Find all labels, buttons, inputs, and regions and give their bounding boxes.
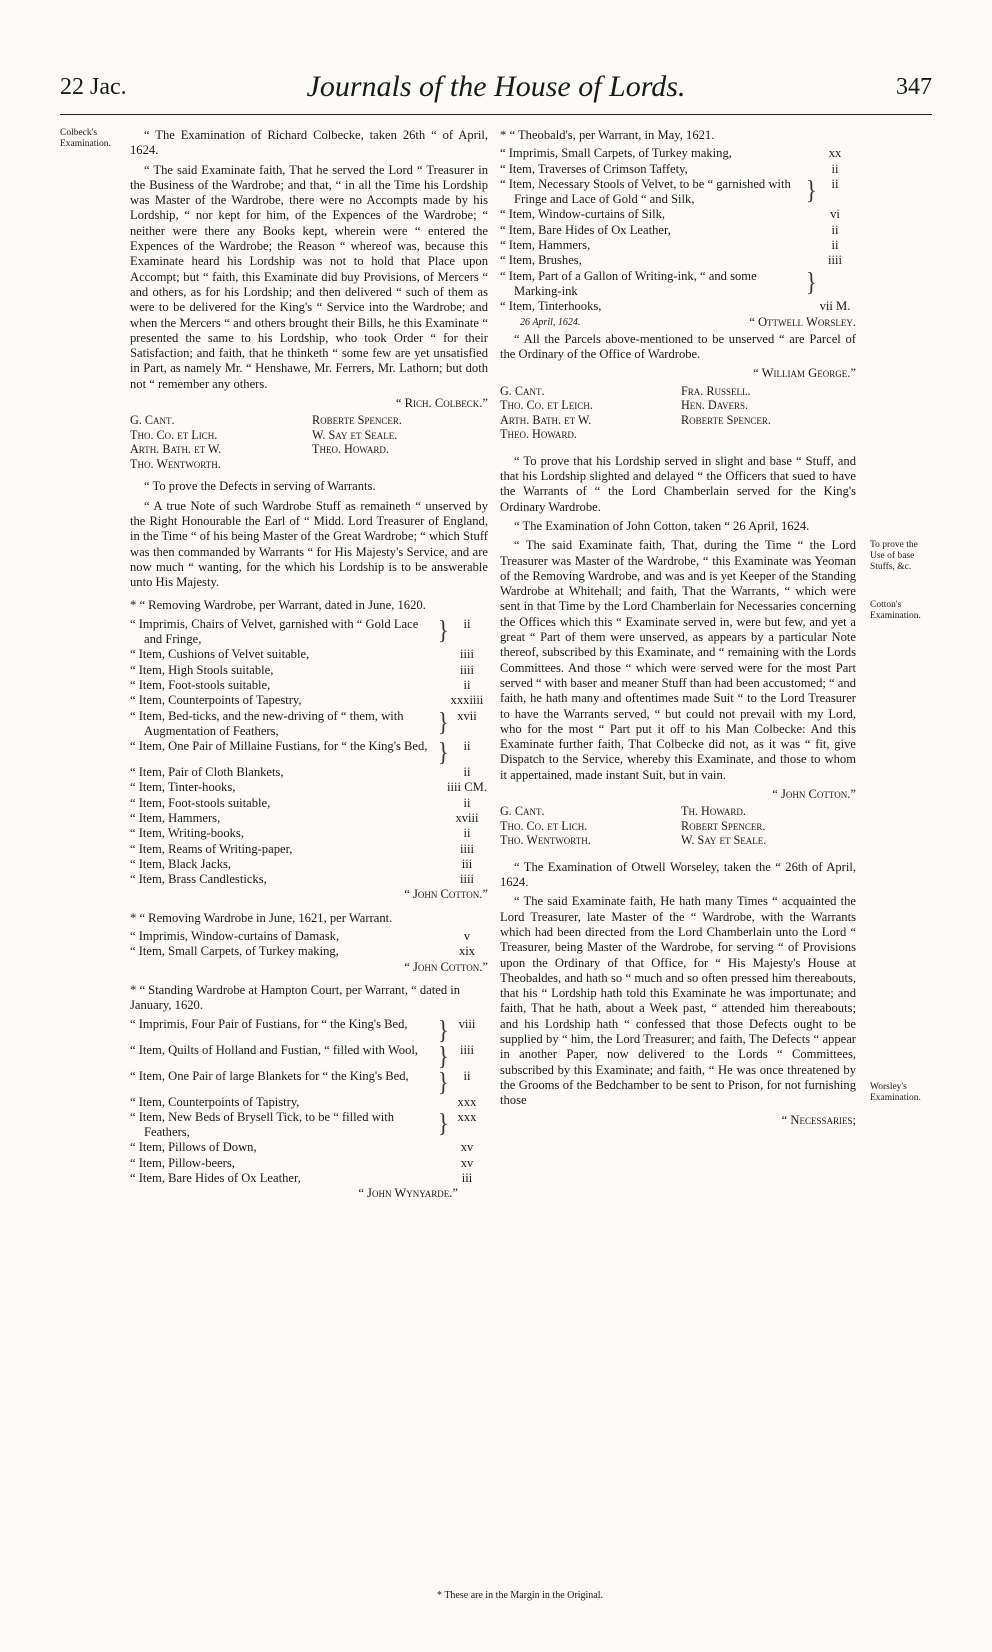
signer: W. Say et Seale. — [312, 427, 398, 442]
margin-note-worsley: Worsley's Examination. — [870, 1082, 921, 1103]
list-item-text: “ Item, Cushions of Velvet suitable, — [130, 647, 310, 662]
list-item-text: “ Item, Pillows of Down, — [130, 1140, 257, 1155]
list-item-text: “ Item, One Pair of Millaine Fustians, for “ the King's Bed, — [130, 739, 428, 754]
list-item-quantity: xix — [458, 944, 476, 959]
list-item-quantity: xvii — [457, 708, 477, 723]
list-item-text: “ Item, Pair of Cloth Blankets, — [130, 765, 284, 780]
list-item — [500, 207, 856, 222]
list-item — [500, 266, 856, 300]
list4-heading: * “ Theobald's, per Warrant, in May, 1621. — [500, 128, 715, 142]
signer: G. Cant. — [130, 413, 175, 428]
list-item — [130, 765, 488, 780]
page-number: 347 — [896, 74, 932, 100]
list-item-text: “ Item, Traverses of Crimson Taffety, — [500, 161, 688, 176]
signer: Tho. Co. et Lich. — [130, 427, 218, 442]
list-item-quantity: iiii — [828, 253, 842, 268]
list-item-text: “ Item, Window-curtains of Silk, — [500, 207, 666, 222]
brace-mark: } — [438, 705, 449, 736]
list-item-text: “ Imprimis, Chairs of Velvet, garnished with “ Gold Lace and Fringe, — [130, 616, 419, 647]
worsley-exam-body: “ The said Examinate faith, He hath many Times “ acquainted the Lord Treasurer, late Master of the “ Wardrobe, with the Warrants which had been directed from the Lord Chamberlain unto the Lord “ Treasurer, being Master of the Wardrobe, for serving “ of Provisions upon the Ordinary of that Office, for “ His Majesty's House at Theobaldes, and hath so “ much and so often pressed him thereabouts, that his “ Lordship hath told this Examinate he was importunate; and faith, That he hath, about a Week past, “ attended him thereabouts; and his Lordship hath “ confessed that those Defects ought to be supplied by “ him, the Lord Treasurer; and faith, The Defects “ appear in another Paper, now delivered to the Lords “ Committees, subscribed by this Examinate; and faith, “ He was once threatened by the Grooms of the Bedchamber to be sent to Prison, for not furnishing those — [500, 894, 856, 1108]
signers-block-2 — [500, 384, 856, 442]
list-item-quantity: xv — [460, 1140, 474, 1155]
brace-mark: } — [438, 1013, 449, 1044]
list2 — [130, 929, 488, 960]
list-item-text: “ Item, Tinterhooks, — [500, 299, 602, 314]
list1 — [130, 614, 488, 888]
list-item-quantity: ii — [831, 176, 839, 191]
margin-note-prove-use: To prove the Use of base Stuffs, &c. — [870, 540, 918, 572]
list-item-text: “ Item, Part of a Gallon of Writing-ink, “ and some Marking-ink — [500, 268, 757, 298]
list-item — [130, 663, 488, 678]
list-item-text: “ Item, Brass Candlesticks, — [130, 872, 267, 887]
signature-worsley — [500, 315, 856, 330]
signer: Tho. Co. et Lich. — [500, 818, 588, 833]
list-item-quantity: ii — [463, 677, 471, 692]
list-item-text: “ Item, Writing-books, — [130, 826, 244, 841]
list-item-text: “ Item, Bare Hides of Ox Leather, — [500, 222, 671, 237]
catchword: “ Necessaries; — [781, 1112, 856, 1127]
list-item-text: “ Item, Foot-stools suitable, — [130, 677, 271, 692]
list-item — [130, 811, 488, 826]
signer: G. Cant. — [500, 804, 545, 819]
list-item-quantity: viii — [458, 1016, 476, 1031]
signers-block-1 — [130, 413, 488, 471]
list-item — [130, 1039, 488, 1070]
list-item-text: “ Item, Foot-stools suitable, — [130, 795, 271, 810]
list-item-text: “ Imprimis, Four Pair of Fustians, for “ the King's Bed, — [130, 1016, 408, 1031]
page-header — [60, 70, 932, 115]
list-item-quantity: xxxiiii — [450, 693, 484, 708]
list-item-quantity: xviii — [455, 810, 479, 825]
list-item-text: “ Item, Hammers, — [130, 810, 221, 825]
list-item — [130, 842, 488, 857]
header-regnal-year: 22 Jac. — [60, 74, 127, 100]
list-item — [130, 1065, 488, 1096]
list-item — [130, 1095, 488, 1110]
signer: Arth. Bath. et W. — [500, 412, 592, 427]
colbecke-exam-title: “ The Examination of Richard Colbecke, taken 26th “ of April, 1624. — [130, 128, 488, 158]
list-item-quantity: v — [463, 929, 471, 944]
list-item-quantity: ii — [831, 161, 839, 176]
list-item-quantity: ii — [463, 616, 471, 631]
list-item-quantity: ii — [831, 238, 839, 253]
list-item — [500, 146, 856, 161]
list-item-quantity: iiii — [460, 647, 474, 662]
signers-block-3 — [500, 804, 856, 848]
list-item-quantity: iiii — [460, 1042, 474, 1057]
list-item-text: “ Item, Reams of Writing-paper, — [130, 841, 293, 856]
list-item — [130, 614, 488, 648]
brace-mark: } — [438, 1065, 449, 1096]
list-item-quantity: iii — [461, 856, 473, 871]
list-item — [130, 736, 488, 767]
list-item-quantity: ii — [463, 795, 471, 810]
list-item-text: “ Item, High Stools suitable, — [130, 662, 274, 677]
signer: W. Say et Seale. — [681, 833, 767, 848]
list-item-text: “ Imprimis, Small Carpets, of Turkey making, — [500, 146, 732, 161]
signature-cotton-2: “ John Cotton.” — [404, 959, 488, 974]
list-item — [130, 944, 488, 959]
list-item — [130, 1171, 488, 1186]
signer: Theo. Howard. — [312, 442, 389, 457]
list-item — [500, 238, 856, 253]
list-item-text: “ Item, One Pair of large Blankets for “ the King's Bed, — [130, 1068, 409, 1083]
list-item — [130, 647, 488, 662]
list-item-text: “ Item, Hammers, — [500, 238, 591, 253]
cotton-exam-body: “ The said Examinate faith, That, during the Time “ the Lord Treasurer was Master of the Wardrobe, “ this Examinate was Yeoman of the Removing Wardrobe, and was and is yet Keeper of the Standing Wardrobe at Whitehall; and faith, That the Warrants, “ which were sent in that Time by the Lord Chamberlain for Necessaries concerning the Offices which this “ Examinate served in, were but few, and yet a great “ Part of them were unserved, as appears by a particular Note thereof, subscribed by this Examinate, and “ remaining with the Lords Committees. And those “ which were served were for the most Part served “ with baser and meaner Stuff than had been accustomed; “ and faith, he hath many and oftentimes made Suit “ to the Lord Treasurer to have the Warrants served, “ but could not prevail with my Lord, who for the most “ Part put it off to his Man Colbecke: And this Examinate further faith, That Colbecke did not, as it was “ fit, give Dispatch to the Service, whereby this Examinate, and those to whom it appertained, made instant Suit, but in vain. — [500, 538, 856, 782]
brace-mark: } — [438, 736, 449, 767]
list-item — [130, 1156, 488, 1171]
signer: Hen. Davers. — [681, 398, 749, 413]
signer: Tho. Wentworth. — [500, 833, 591, 848]
list-item-text: “ Item, Bed-ticks, and the new-driving of “ them, with Augmentation of Feathers, — [130, 708, 404, 738]
list-item-quantity: ii — [463, 826, 471, 841]
list3-heading: * “ Standing Wardrobe at Hampton Court, per Warrant, “ dated in January, 1620. — [130, 982, 461, 1013]
list-item — [500, 253, 856, 268]
footnote: * These are in the Margin in the Original. — [437, 1590, 603, 1601]
signer: Fra. Russell. — [681, 383, 751, 398]
list-item — [130, 796, 488, 811]
list-item-text: “ Item, Necessary Stools of Velvet, to be “ garnished with Fringe and Lace of Gold “ and Silk, — [500, 176, 791, 207]
true-note-paragraph: “ A true Note of such Wardrobe Stuff as remaineth “ unserved by the Right Honourable the Earl of “ Midd. Lord Treasurer of England, in the Time “ of his being Master of the Great Wardrobe; “ which Stuff was then commanded by Warrants “ for His Majesty's Service, and are now much “ wanting, for the which his Lordship is to be answerable unto His Majesty. — [130, 498, 488, 590]
list-item-quantity: iiii CM. — [447, 780, 487, 795]
list-item — [130, 857, 488, 872]
signer: Tho. Wentworth. — [130, 456, 221, 471]
colbecke-exam-body: “ The said Examinate faith, That he served the Lord “ Treasurer in the Business of the Wardrobe; and that, “ in all the Time his Lordship was Master of the Wardrobe, there were no Accompts made by his Lordship, “ nor kept for him, of the Expences of the Wardrobe; “ neither were there any Books kept, wherein were “ entered the Expences of the Wardrobe; the Reason “ whereof was, because this Examinate heard his Lordship was not to hold that Place upon Accompt; but “ faith, this Examinate did buy Provisions, of Mercers “ and others, as for his Lordship; and then delivered “ such of them as were to be delivered for the King's “ Service into the Wardrobe; and when the Mercers “ and others brought their Bills, he this Examinate “ presented the same to his Lordship, who took Order “ for their Satisfaction; and faith, that he thinketh “ some few are yet unsatisfied in Part, as namely Mr. “ Henshawe, Mr. Ferrers, Mr. Lathorn; but doth not “ remember any others. — [130, 162, 488, 391]
signer: Th. Howard. — [681, 804, 746, 819]
list-item-text: “ Item, Small Carpets, of Turkey making, — [130, 944, 339, 959]
list-item-text: “ Item, Black Jacks, — [130, 856, 232, 871]
list-item-quantity: ii — [831, 222, 839, 237]
signer: Roberte Spencer. — [312, 413, 402, 428]
signer: Robert Spencer. — [681, 818, 766, 833]
signature-george: “ William George.” — [753, 366, 856, 381]
signature-colbeck: “ Rich. Colbeck.” — [395, 396, 488, 411]
signer — [681, 427, 856, 442]
list1-heading: * “ Removing Wardrobe, per Warrant, dated in June, 1620. — [130, 598, 426, 613]
list-item-quantity: iii — [461, 1171, 473, 1186]
list-item — [130, 1140, 488, 1155]
signer: Tho. Co. et Leich. — [500, 398, 593, 413]
header-title: Journals of the House of Lords. — [306, 70, 686, 103]
list-item-quantity: xx — [828, 146, 842, 161]
list-item-text: “ Item, Counterpoints of Tapestry, — [130, 693, 302, 708]
list-item-text: “ Item, Pillow-beers, — [130, 1155, 235, 1170]
list-item — [130, 705, 488, 740]
list-item-quantity: xxx — [457, 1109, 477, 1124]
list-item — [130, 929, 488, 944]
signer — [312, 457, 488, 472]
list-item — [130, 826, 488, 841]
signer: Theo. Howard. — [500, 427, 577, 442]
list-item-quantity: iiii — [460, 841, 474, 856]
list4 — [500, 146, 856, 314]
signature-wynyarde: “ John Wynyarde.” — [358, 1186, 458, 1201]
brace-mark: } — [438, 614, 449, 645]
signer: Roberte Spencer. — [681, 412, 771, 427]
list-item-quantity: xv — [460, 1155, 474, 1170]
list-item-quantity: iiii — [460, 662, 474, 677]
list-item — [130, 678, 488, 693]
list-item-text: “ Item, Tinter-hooks, — [130, 780, 236, 795]
list-item-quantity: iiii — [460, 872, 474, 887]
list-item-text: “ Item, New Beds of Brysell Tick, to be “ filled with Feathers, — [130, 1109, 395, 1140]
prove-slight-paragraph: “ To prove that his Lordship served in slight and base “ Stuff, and that his Lordship slighted and delayed “ the Officers that sued to have the Warrants of “ the Lord Chamberlain served for the King's Ordinary Wardrobe. — [500, 453, 856, 514]
all-parcels-paragraph: “ All the Parcels above-mentioned to be unserved “ are Parcel of the Ordinary of the Office of Wardrobe. — [500, 331, 856, 362]
signer: Arth. Bath. et W. — [130, 442, 222, 457]
list3 — [130, 1013, 488, 1187]
list-item — [500, 162, 856, 177]
signature-cotton-3: “ John Cotton.” — [772, 786, 856, 801]
prove-defects-heading: “ To prove the Defects in serving of Warrants. — [144, 479, 376, 494]
brace-mark: } — [438, 1039, 449, 1070]
list-item — [130, 780, 488, 795]
list-item-quantity: xxx — [457, 1094, 477, 1109]
signature-date: 26 April, 1624. — [520, 316, 581, 328]
list-item-text: “ Item, Brushes, — [500, 253, 582, 268]
margin-note-cotton: Cotton's Examination. — [870, 600, 921, 621]
list-item-text: “ Item, Counterpoints of Tapistry, — [130, 1094, 300, 1109]
list-item — [500, 299, 856, 314]
list2-heading: * “ Removing Wardrobe in June, 1621, per Warrant. — [130, 910, 393, 925]
list-item — [500, 174, 856, 208]
list-item-quantity: vii M. — [819, 299, 851, 314]
margin-note-colbeck: Colbeck's Examination. — [60, 128, 111, 149]
worsley-exam-title: “ The Examination of Otwell Worseley, taken the “ 26th of April, 1624. — [500, 859, 856, 890]
list-item-text: “ Imprimis, Window-curtains of Damask, — [130, 929, 340, 944]
list-item-quantity: ii — [463, 739, 471, 754]
signature-worsley-name: “ Ottwell Worsley. — [749, 314, 856, 329]
list-item-quantity: vi — [830, 207, 840, 222]
list-item-text: “ Item, Quilts of Holland and Fustian, “ filled with Wool, — [130, 1042, 419, 1057]
list-item — [130, 872, 488, 887]
brace-mark: } — [806, 174, 817, 205]
list-item-text: “ Item, Bare Hides of Ox Leather, — [130, 1171, 301, 1186]
cotton-exam-title: “ The Examination of John Cotton, taken “ 26 April, 1624. — [514, 518, 810, 533]
list-item-quantity: ii — [463, 765, 471, 780]
right-column — [500, 128, 856, 1130]
signer: G. Cant. — [500, 383, 545, 398]
list-item-quantity: ii — [463, 1068, 471, 1083]
left-column — [130, 128, 488, 1204]
signature-cotton-1: “ John Cotton.” — [404, 887, 488, 902]
list-item — [130, 693, 488, 708]
brace-mark: } — [806, 266, 817, 297]
list-item — [130, 1107, 488, 1141]
list-item — [500, 223, 856, 238]
brace-mark: } — [438, 1107, 449, 1138]
list-item — [130, 1013, 488, 1044]
